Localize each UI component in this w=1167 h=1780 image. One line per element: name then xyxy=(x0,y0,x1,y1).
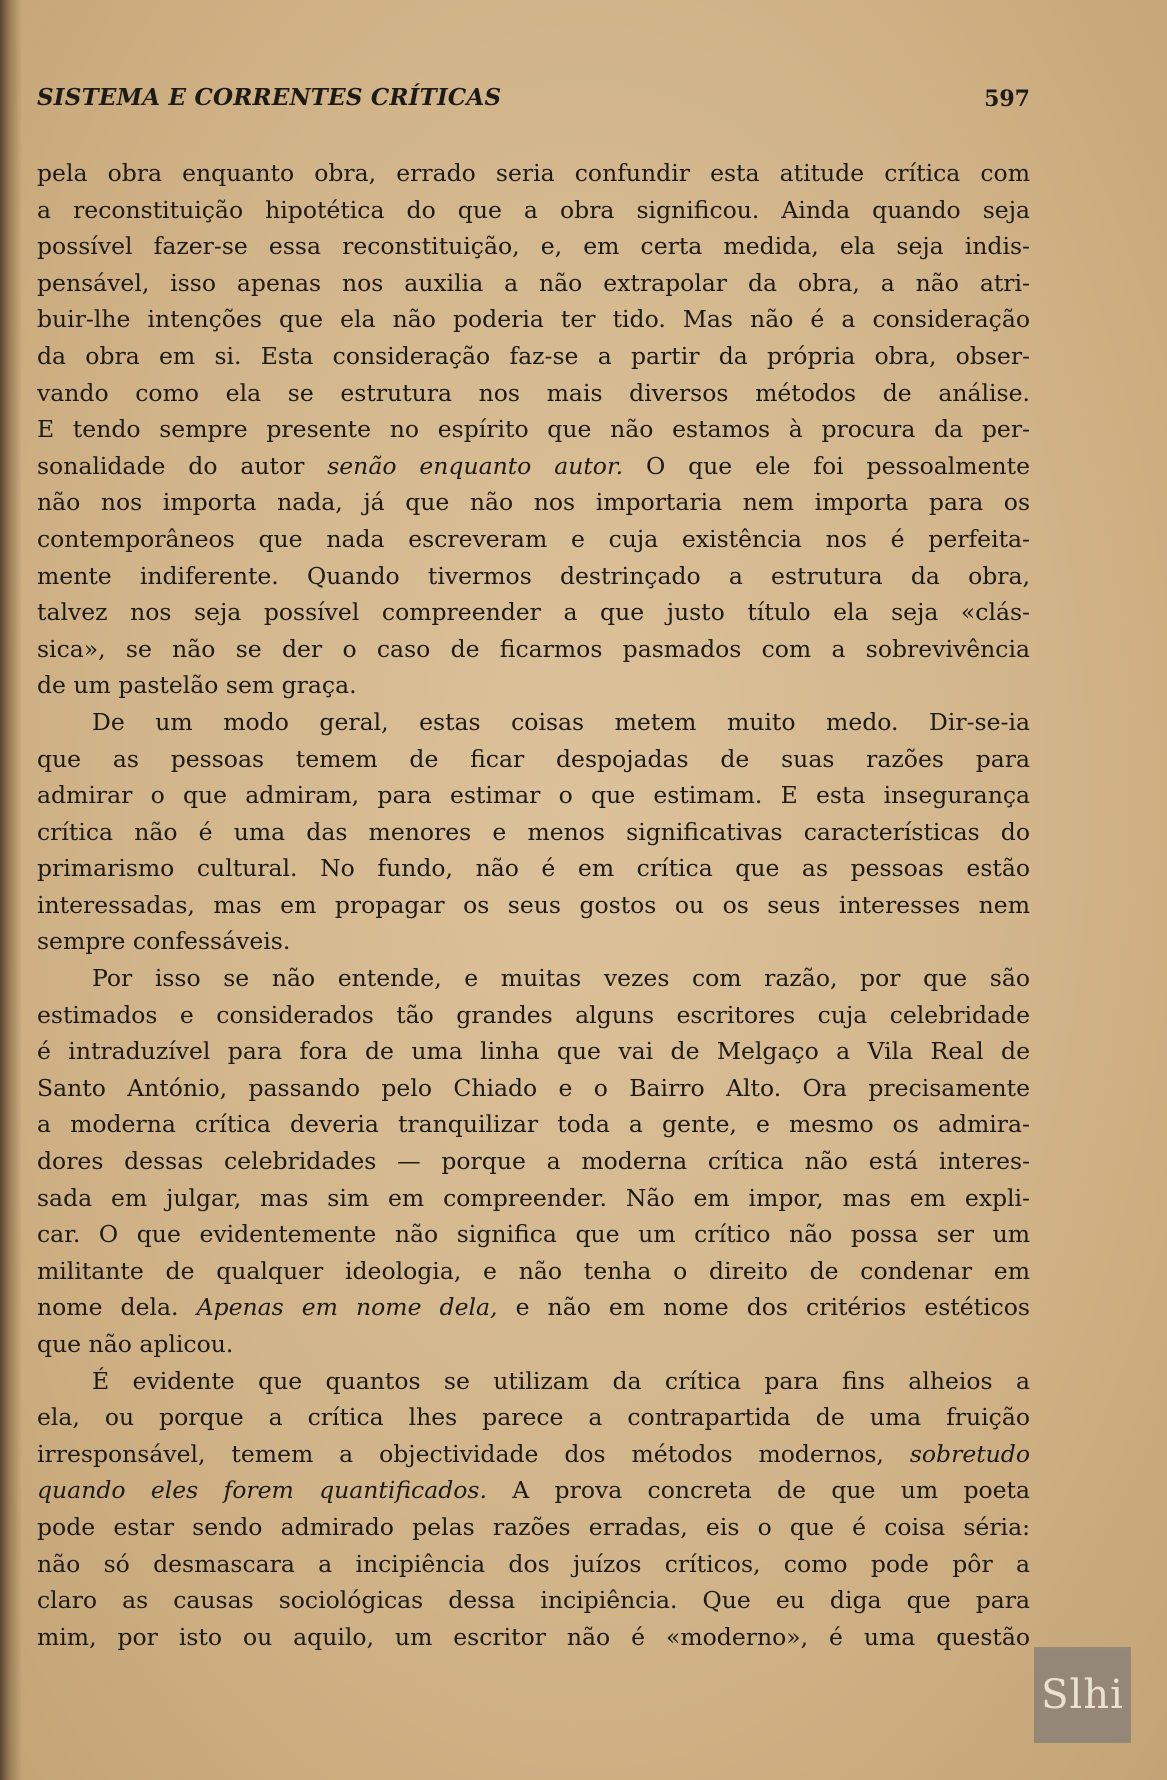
italic-emphasis: senão enquanto autor. xyxy=(327,451,624,480)
italic-emphasis: sobretudo xyxy=(909,1439,1030,1468)
italic-emphasis: quando eles forem quantificados. xyxy=(37,1476,487,1505)
text-line: não nos importa nada, já que não nos importaria nem importa para os xyxy=(37,488,1030,517)
running-title: SISTEMA E CORRENTES CRÍTICAS xyxy=(37,84,502,111)
text-line: não só desmascara a incipiência dos juízos críticos, como pode pôr a xyxy=(37,1549,1030,1578)
text-line: buir-lhe intenções que ela não poderia ter tido. Mas não é a consideração xyxy=(37,305,1030,334)
text-line: ela, ou porque a crítica lhes parece a contrapartida de uma fruição xyxy=(37,1403,1030,1432)
text-segment: O que ele foi pessoalmente xyxy=(623,451,1030,480)
text-line: a moderna crítica deveria tranquilizar toda a gente, e mesmo os admira- xyxy=(37,1110,1030,1139)
text-line: possível fazer-se essa reconstituição, e, em certa medida, ela seja indis- xyxy=(37,232,1030,261)
page-number: 597 xyxy=(984,86,1030,112)
spine-shadow xyxy=(0,0,22,1780)
text-line: car. O que evidentemente não significa que um crítico não possa ser um xyxy=(37,1220,1030,1249)
text-line: sempre confessáveis. xyxy=(37,927,291,956)
italic-emphasis: Apenas em nome dela, xyxy=(196,1293,498,1322)
text-segment: sonalidade do autor xyxy=(37,451,328,480)
running-header xyxy=(37,84,1030,124)
text-line: E tendo sempre presente no espírito que não estamos à procura da per- xyxy=(37,415,1030,444)
watermark-logo: Slhi xyxy=(1034,1647,1131,1743)
text-line: mim, por isto ou aquilo, um escritor não é «moderno», é uma questão xyxy=(37,1622,1030,1651)
text-line: da obra em si. Esta consideração faz-se a partir da própria obra, obser- xyxy=(37,341,1030,370)
text-line: Santo António, passando pelo Chiado e o Bairro Alto. Ora precisamente xyxy=(37,1073,1030,1102)
text-line: pensável, isso apenas nos auxilia a não extrapolar da obra, a não atri- xyxy=(37,268,1030,297)
text-segment: nome dela. xyxy=(37,1293,197,1322)
text-line: pela obra enquanto obra, errado seria confundir esta atitude crítica com xyxy=(37,159,1030,187)
text-line: a reconstituição hipotética do que a obra significou. Ainda quando seja xyxy=(37,195,1030,224)
text-line: primarismo cultural. No fundo, não é em crítica que as pessoas estão xyxy=(37,854,1030,883)
text-line: admirar o que admiram, para estimar o que estimam. E esta insegurança xyxy=(37,781,1030,810)
text-line: dores dessas celebridades — porque a moderna crítica não está interes- xyxy=(37,1147,1030,1176)
text-line: que as pessoas temem de ficar despojadas de suas razões para xyxy=(37,744,1030,773)
text-line xyxy=(37,1472,1030,1509)
text-line xyxy=(37,1289,1030,1326)
text-line: claro as causas sociológicas dessa incipiência. Que eu diga que para xyxy=(37,1586,1030,1615)
text-line: interessadas, mas em propagar os seus gostos ou os seus interesses nem xyxy=(37,890,1030,919)
body-text xyxy=(37,155,1030,1655)
text-line: sada em julgar, mas sim em compreender. Não em impor, mas em expli- xyxy=(37,1183,1030,1212)
text-line: vando como ela se estrutura nos mais diversos métodos de análise. xyxy=(37,378,1030,407)
text-line: que não aplicou. xyxy=(37,1330,234,1358)
text-line xyxy=(37,448,1030,485)
text-line: sica», se não se der o caso de ficarmos pasmados com a sobrevivência xyxy=(37,634,1030,663)
text-line xyxy=(37,1436,1030,1473)
text-line: militante de qualquer ideologia, e não tenha o direito de condenar em xyxy=(37,1256,1030,1285)
text-line: talvez nos seja possível compreender a que justo título ela seja «clás- xyxy=(37,598,1030,627)
text-line: Por isso se não entende, e muitas vezes com razão, por que são xyxy=(92,964,1030,993)
text-line: é intraduzível para fora de uma linha que vai de Melgaço a Vila Real de xyxy=(37,1037,1030,1066)
text-segment: e não em nome dos critérios estéticos xyxy=(497,1293,1030,1322)
text-line: pode estar sendo admirado pelas razões erradas, eis o que é coisa séria: xyxy=(37,1512,1030,1541)
text-line: crítica não é uma das menores e menos significativas características do xyxy=(37,817,1030,846)
text-line: de um pastelão sem graça. xyxy=(37,671,357,700)
text-line: contemporâneos que nada escreveram e cuja existência nos é perfeita- xyxy=(37,524,1030,553)
text-segment: irresponsável, temem a objectividade dos métodos modernos, xyxy=(37,1439,910,1468)
text-line: mente indiferente. Quando tivermos destrinçado a estrutura da obra, xyxy=(37,561,1030,590)
text-line: estimados e considerados tão grandes alguns escritores cuja celebridade xyxy=(37,1000,1030,1029)
text-line: É evidente que quantos se utilizam da crítica para fins alheios a xyxy=(92,1366,1030,1395)
text-segment: A prova concreta de que um poeta xyxy=(486,1476,1030,1505)
text-line: De um modo geral, estas coisas metem muito medo. Dir-se-ia xyxy=(92,707,1030,736)
